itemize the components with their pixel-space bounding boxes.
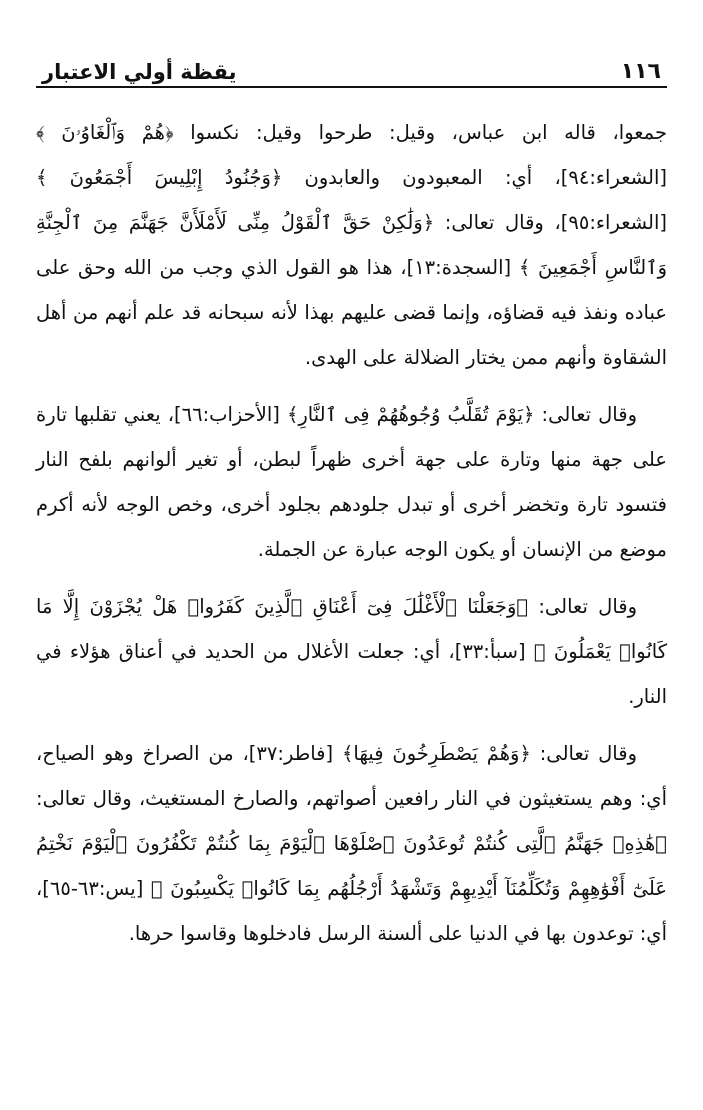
page-content: [36, 110, 667, 956]
page: [36, 40, 667, 1090]
paragraph-3: وقال تعالى: ﴿وَجَعَلْنَا ٱلْأَغْلَٰلَ فِىٓ أَعْنَاقِ ٱلَّذِينَ كَفَرُوا۟ هَلْ يُجْزَوْنَ إِلَّا مَا كَانُوا۟ يَعْمَلُونَ ﴾ [سبأ:٣٣]، أي: جعلت الأغلال من الحديد في أعناق هؤلاء في النار.: [36, 595, 668, 708]
paragraph-2: وقال تعالى: ﴿يَوْمَ تُقَلَّبُ وُجُوهُهُمْ فِى ٱلنَّارِ﴾ [الأحزاب:٦٦]، يعني تقلبها تارة على جهة منها وتارة على جهة أخرى ظهراً لبطن، أو تغير ألوانهم بلفح النار فتسود تارة وتخضر أخرى أو تبدل جلودهم بجلود أخرى، وخص الوجه لأنه أكرم موضع من الإنسان أو يكون الوجه عبارة عن الجملة.: [36, 403, 667, 561]
page-header: [36, 40, 667, 88]
paragraph-1: جمعوا، قاله ابن عباس، وقيل: طرحوا وقيل: نكسوا ﴿هُمْ وَٱلْغَاوُۥنَ ﴾ [الشعراء:٩٤]، أي: المعبودون والعابدون ﴿وَجُنُودُ إِبْلِيسَ أَجْمَعُونَ ﴾ [الشعراء:٩٥]، وقال تعالى: ﴿وَلَٰكِنْ حَقَّ ٱلْقَوْلُ مِنِّى لَأَمْلَأَنَّ جَهَنَّمَ مِنَ ٱلْجِنَّةِ وَٱلنَّاسِ أَجْمَعِينَ ﴾ [السجدة:١٣]، هذا هو القول الذي وجب من الله وحق على عباده ونفذ فيه قضاؤه، وإنما قضى عليهم بهذا لأنه سبحانه قد علم أنهم من أهل الشقاوة وأنهم ممن يختار الضلالة على الهدى.: [36, 121, 667, 369]
book-title: يقظة أولي الاعتبار: [42, 60, 237, 84]
paragraph-4: وقال تعالى: ﴿وَهُمْ يَصْطَرِخُونَ فِيهَا﴾ [فاطر:٣٧]، من الصراخ وهو الصياح، أي: وهم يستغيثون في النار رافعين أصواتهم، والصارخ المستغيث، وقال تعالى: ﴿هَٰذِهِۦ جَهَنَّمُ ٱلَّتِى كُنتُمْ تُوعَدُونَ ٱصْلَوْهَا ٱلْيَوْمَ بِمَا كُنتُمْ تَكْفُرُونَ ٱلْيَوْمَ نَخْتِمُ عَلَىٰٓ أَفْوَٰهِهِمْ وَتُكَلِّمُنَآ أَيْدِيهِمْ وَتَشْهَدُ أَرْجُلُهُم بِمَا كَانُوا۟ يَكْسِبُونَ ﴾ [يس:٦٣-٦٥]، أي: توعدون بها في الدنيا على ألسنة الرسل فادخلوها وقاسوا حرها.: [36, 742, 667, 945]
page-number: ١١٦: [620, 59, 661, 84]
